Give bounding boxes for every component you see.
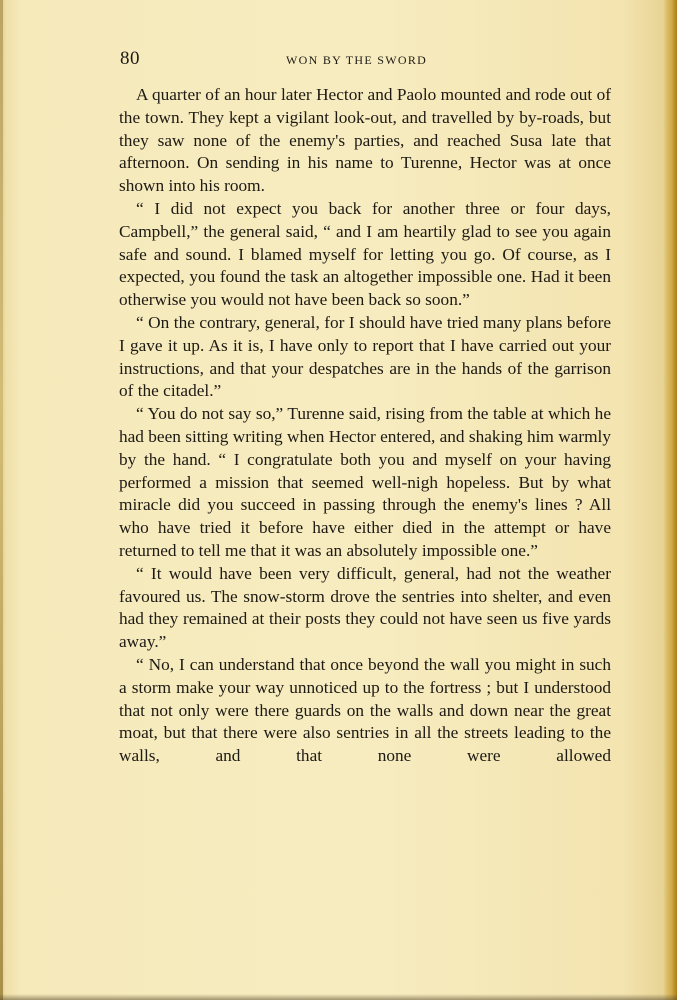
page-edge-shadow <box>663 0 677 1000</box>
paragraph: A quarter of an hour later Hector and Paolo mounted and rode out of the town. They kept a vigilant look-out, and travelled by by-roads, but they saw none of the enemy's parties, and reached Susa late that afternoon. On sending in his name to Turenne, Hector was at once shown into his room. <box>119 85 611 196</box>
paragraph: “ On the contrary, general, for I should have tried many plans before I gave it up. As it is, I have only to report that I have carried out your instructions, and that your despatches are in the hands of the garrison of the citadel.” <box>119 312 611 401</box>
page-header <box>118 48 610 72</box>
running-head: WON BY THE SWORD <box>286 53 428 67</box>
page-number: 80 <box>120 48 140 69</box>
paragraph: “ It would have been very difficult, general, had not the weather favoured us. The snow-storm drove the sentries into shelter, and even had they remained at their posts they could not have seen us five yards away.” <box>119 563 611 652</box>
paragraph: “ I did not expect you back for another three or four days, Campbell,” the general said, “ and I am heartily glad to see you again safe and sound. I blamed myself for letting you go. Of course, as I expected, you found the task an altogether impossible one. Had it been otherwise you would not have been back so soon.” <box>119 198 611 310</box>
page-gutter-edge <box>0 0 3 1000</box>
paragraph: “ You do not say so,” Turenne said, rising from the table at which he had been sitting writing when Hector entered, and shaking him warmly by the hand. “ I congratulate both you and myself on your having performed a mission that seemed well-nigh hopeless. But by what miracle did you succeed in passing through the enemy's lines ? All who have tried it before have either died in the attempt or have returned to tell me that it was an absolutely impossible one.” <box>119 404 611 560</box>
paragraph: “ No, I can understand that once beyond the wall you might in such a storm make your way unnoticed up to the fortress ; but I understood that not only were there guards on the walls and down near the great moat, but that there were also sentries in all the streets leading to the walls, and that none were allowed <box>119 654 611 766</box>
body-text <box>119 84 611 768</box>
page-bottom-edge <box>0 994 677 1000</box>
